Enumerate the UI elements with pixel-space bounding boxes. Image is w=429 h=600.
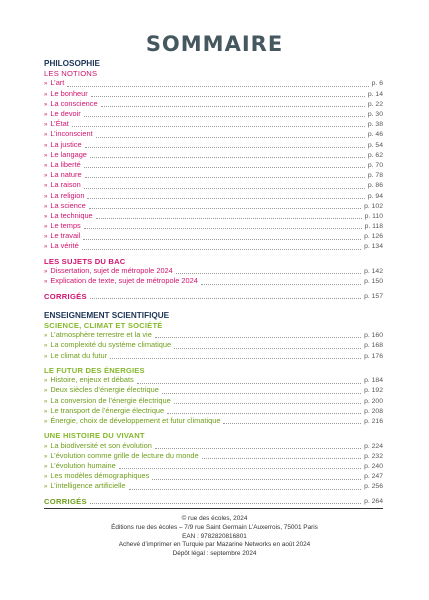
toc-entry-corriges-enseignement[interactable] bbox=[44, 497, 383, 507]
printer-line: Achevé d’imprimer en Turquie par Mazarine Networks en août 2024 bbox=[118, 541, 311, 549]
arrow-right-icon: » bbox=[44, 193, 48, 200]
arrow-right-icon: » bbox=[44, 213, 48, 220]
toc-entry-page: p. 247 bbox=[364, 473, 383, 481]
dot-leader bbox=[84, 167, 365, 168]
toc-entry-page: p. 94 bbox=[367, 192, 383, 200]
toc-entry[interactable] bbox=[44, 352, 383, 362]
arrow-right-icon: » bbox=[44, 388, 48, 395]
toc-entry-label: La raison bbox=[50, 180, 81, 190]
toc-entry[interactable] bbox=[44, 202, 383, 212]
table-of-contents bbox=[44, 58, 383, 507]
arrow-right-icon: » bbox=[44, 132, 48, 139]
toc-entry[interactable] bbox=[44, 100, 383, 110]
toc-entry[interactable] bbox=[44, 120, 383, 130]
toc-entry-label: La conscience bbox=[50, 98, 98, 108]
dot-leader bbox=[119, 468, 361, 469]
toc-entry-label: Énergie, choix de développement et futur climatique bbox=[50, 416, 221, 426]
arrow-right-icon: » bbox=[44, 419, 48, 426]
toc-entry[interactable] bbox=[44, 110, 383, 120]
dot-leader bbox=[155, 448, 361, 449]
toc-entry-label: L’évolution humaine bbox=[50, 461, 116, 471]
arrow-right-icon: » bbox=[44, 474, 48, 481]
toc-entry-label: L’évolution comme grille de lecture du monde bbox=[50, 450, 199, 460]
vivant-list bbox=[44, 442, 383, 493]
toc-entry-label: La complexité du système climatique bbox=[50, 340, 172, 350]
toc-entry-corriges-philosophie[interactable] bbox=[44, 292, 383, 302]
arrow-right-icon: » bbox=[44, 203, 48, 210]
toc-entry-label: La justice bbox=[50, 139, 82, 149]
dot-leader bbox=[176, 273, 361, 274]
sujets-list bbox=[44, 267, 383, 287]
subsection-heading-vivant: UNE HISTOIRE DU VIVANT bbox=[44, 431, 145, 441]
toc-entry-page: p. 70 bbox=[367, 161, 383, 169]
toc-entry-label: La biodiversité et son évolution bbox=[50, 440, 152, 450]
arrow-right-icon: » bbox=[44, 244, 48, 251]
notions-list bbox=[44, 80, 383, 253]
dot-leader bbox=[152, 479, 361, 480]
dot-leader bbox=[82, 249, 361, 250]
toc-entry[interactable] bbox=[44, 232, 383, 242]
toc-entry[interactable] bbox=[44, 222, 383, 232]
arrow-right-icon: » bbox=[44, 484, 48, 491]
arrow-right-icon: » bbox=[44, 122, 48, 129]
toc-entry-label: L’intelligence artificielle bbox=[50, 481, 126, 491]
subsection-heading-notions: LES NOTIONS bbox=[44, 69, 98, 78]
page-title: SOMMAIRE bbox=[145, 32, 284, 56]
toc-entry-label: Le travail bbox=[50, 231, 81, 241]
section-heading-enseignement: ENSEIGNEMENT SCIENTIFIQUE bbox=[44, 310, 170, 320]
toc-entry-page: p. 208 bbox=[364, 407, 383, 415]
toc-entry-label: Le devoir bbox=[50, 109, 81, 119]
energies-list bbox=[44, 376, 383, 427]
dot-leader bbox=[162, 393, 361, 394]
dot-leader bbox=[96, 218, 362, 219]
toc-entry[interactable] bbox=[44, 277, 383, 287]
dot-leader bbox=[84, 228, 362, 229]
toc-entry[interactable] bbox=[44, 192, 383, 202]
toc-entry-page: p. 216 bbox=[364, 418, 383, 426]
subsection-heading-sujets: LES SUJETS DU BAC bbox=[44, 256, 126, 266]
toc-entry-page: p. 192 bbox=[364, 387, 383, 395]
arrow-right-icon: » bbox=[44, 464, 48, 471]
toc-entry-label: L’inconscient bbox=[50, 129, 93, 139]
toc-entry-label: CORRIGÉS bbox=[44, 291, 87, 301]
toc-entry[interactable] bbox=[44, 417, 383, 427]
dot-leader bbox=[83, 239, 361, 240]
toc-entry-page: p. 126 bbox=[364, 233, 383, 241]
dot-leader bbox=[89, 208, 361, 209]
arrow-right-icon: » bbox=[44, 408, 48, 415]
dot-leader bbox=[91, 96, 365, 97]
toc-entry-page: p. 110 bbox=[364, 212, 383, 220]
dot-leader bbox=[174, 403, 361, 404]
dot-leader bbox=[84, 188, 365, 189]
section-heading-philosophie: PHILOSOPHIE bbox=[44, 59, 100, 68]
toc-entry-page: p. 102 bbox=[364, 202, 383, 210]
colophon bbox=[0, 515, 429, 559]
dot-leader bbox=[202, 458, 361, 459]
footer-divider bbox=[44, 508, 383, 509]
arrow-right-icon: » bbox=[44, 101, 48, 108]
toc-entry-label: La technique bbox=[50, 210, 93, 220]
arrow-right-icon: » bbox=[44, 234, 48, 241]
toc-entry[interactable] bbox=[44, 80, 383, 90]
arrow-right-icon: » bbox=[44, 152, 48, 159]
toc-entry-page: p. 157 bbox=[364, 292, 383, 300]
toc-entry-label: Le langage bbox=[50, 149, 87, 159]
arrow-right-icon: » bbox=[44, 378, 48, 385]
toc-entry-page: p. 30 bbox=[367, 111, 383, 119]
dot-leader bbox=[90, 298, 361, 299]
toc-entry[interactable] bbox=[44, 151, 383, 161]
toc-entry[interactable] bbox=[44, 181, 383, 191]
toc-entry-page: p. 184 bbox=[364, 377, 383, 385]
toc-entry-label: Deux siècles d’énergie électrique bbox=[50, 385, 159, 395]
toc-entry-page: p. 240 bbox=[364, 463, 383, 471]
arrow-right-icon: » bbox=[44, 142, 48, 149]
arrow-right-icon: » bbox=[44, 279, 48, 286]
toc-entry-label: Le transport de l’énergie électrique bbox=[50, 405, 165, 415]
toc-entry[interactable] bbox=[44, 141, 383, 151]
toc-entry-page: p. 78 bbox=[367, 172, 383, 180]
subsection-heading-climat: SCIENCE, CLIMAT ET SOCIÉTÉ bbox=[44, 320, 163, 330]
toc-entry-label: Histoire, enjeux et débats bbox=[50, 375, 134, 385]
toc-entry-page: p. 62 bbox=[367, 151, 383, 159]
toc-entry-page: p. 14 bbox=[367, 90, 383, 98]
toc-entry-label: L’État bbox=[50, 119, 69, 129]
toc-entry-page: p. 224 bbox=[364, 442, 383, 450]
toc-entry-label: La religion bbox=[50, 190, 85, 200]
dot-leader bbox=[137, 383, 361, 384]
toc-entry[interactable] bbox=[44, 243, 383, 253]
toc-entry-page: p. 232 bbox=[364, 452, 383, 460]
dot-leader bbox=[84, 116, 365, 117]
toc-entry-page: p. 160 bbox=[364, 332, 383, 340]
dot-leader bbox=[90, 503, 361, 504]
toc-entry-label: La nature bbox=[50, 170, 82, 180]
toc-entry[interactable] bbox=[44, 212, 383, 222]
dot-leader bbox=[85, 147, 365, 148]
toc-entry-page: p. 86 bbox=[367, 182, 383, 190]
toc-entry-page: p. 168 bbox=[364, 342, 383, 350]
toc-entry-label: La vérité bbox=[50, 241, 79, 251]
dot-leader bbox=[72, 126, 365, 127]
toc-entry-page: p. 134 bbox=[364, 243, 383, 251]
ean-line: EAN : 9782820816801 bbox=[182, 532, 247, 540]
toc-entry-page: p. 264 bbox=[364, 497, 383, 505]
toc-entry-page: p. 54 bbox=[367, 141, 383, 149]
toc-entry[interactable] bbox=[44, 130, 383, 140]
arrow-right-icon: » bbox=[44, 343, 48, 350]
arrow-right-icon: » bbox=[44, 224, 48, 231]
toc-entry-label: L’atmosphère terrestre et la vie bbox=[50, 330, 152, 340]
dot-leader bbox=[101, 106, 365, 107]
arrow-right-icon: » bbox=[44, 353, 48, 360]
publisher-address: Éditions rue des écoles – 7/9 rue Saint Germain L’Auxerrois, 75001 Paris bbox=[111, 523, 318, 531]
climat-list bbox=[44, 331, 383, 362]
toc-entry-page: p. 22 bbox=[367, 100, 383, 108]
arrow-right-icon: » bbox=[44, 183, 48, 190]
legal-deposit-line: Dépôt légal : septembre 2024 bbox=[172, 550, 257, 558]
toc-entry-page: p. 38 bbox=[367, 121, 383, 129]
arrow-right-icon: » bbox=[44, 333, 48, 340]
dot-leader bbox=[110, 358, 361, 359]
arrow-right-icon: » bbox=[44, 162, 48, 169]
arrow-right-icon: » bbox=[44, 269, 48, 276]
toc-entry-page: p. 6 bbox=[371, 80, 383, 88]
toc-entry-page: p. 256 bbox=[364, 483, 383, 491]
toc-entry-page: p. 142 bbox=[364, 268, 383, 276]
toc-entry-label: Dissertation, sujet de métropole 2024 bbox=[50, 266, 173, 276]
toc-entry-label: La liberté bbox=[50, 159, 81, 169]
arrow-right-icon: » bbox=[44, 443, 48, 450]
dot-leader bbox=[96, 137, 365, 138]
dot-leader bbox=[223, 423, 361, 424]
dot-leader bbox=[85, 177, 365, 178]
toc-entry-label: Le climat du futur bbox=[50, 350, 108, 360]
toc-entry-page: p. 200 bbox=[364, 397, 383, 405]
arrow-right-icon: » bbox=[44, 453, 48, 460]
dot-leader bbox=[155, 337, 361, 338]
toc-entry-page: p. 150 bbox=[364, 278, 383, 286]
toc-entry-label: La conversion de l’énergie électrique bbox=[50, 395, 171, 405]
toc-entry-label: Le bonheur bbox=[50, 88, 88, 98]
arrow-right-icon: » bbox=[44, 173, 48, 180]
dot-leader bbox=[87, 198, 364, 199]
dot-leader bbox=[174, 348, 361, 349]
arrow-right-icon: » bbox=[44, 91, 48, 98]
toc-entry-page: p. 118 bbox=[364, 223, 383, 231]
toc-entry-label: L’art bbox=[50, 78, 65, 88]
copyright-line: © rue des écoles, 2024 bbox=[181, 515, 248, 522]
toc-entry-page: p. 176 bbox=[364, 352, 383, 360]
toc-entry[interactable] bbox=[44, 161, 383, 171]
toc-entry-label: Les modèles démographiques bbox=[50, 471, 150, 481]
toc-entry-page: p. 46 bbox=[367, 131, 383, 139]
dot-leader bbox=[201, 284, 361, 285]
toc-entry[interactable] bbox=[44, 483, 383, 493]
toc-entry-label: La science bbox=[50, 200, 86, 210]
subsection-heading-energies: LE FUTUR DES ÉNERGIES bbox=[44, 365, 145, 375]
arrow-right-icon: » bbox=[44, 112, 48, 119]
arrow-right-icon: » bbox=[44, 81, 48, 88]
toc-entry-label: Le temps bbox=[50, 221, 81, 231]
dot-leader bbox=[167, 413, 361, 414]
toc-entry-label: CORRIGÉS bbox=[44, 496, 87, 506]
dot-leader bbox=[129, 489, 362, 490]
arrow-right-icon: » bbox=[44, 398, 48, 405]
dot-leader bbox=[67, 86, 368, 87]
dot-leader bbox=[90, 157, 365, 158]
toc-entry[interactable] bbox=[44, 171, 383, 181]
toc-entry-label: Explication de texte, sujet de métropole 2024 bbox=[50, 276, 198, 286]
